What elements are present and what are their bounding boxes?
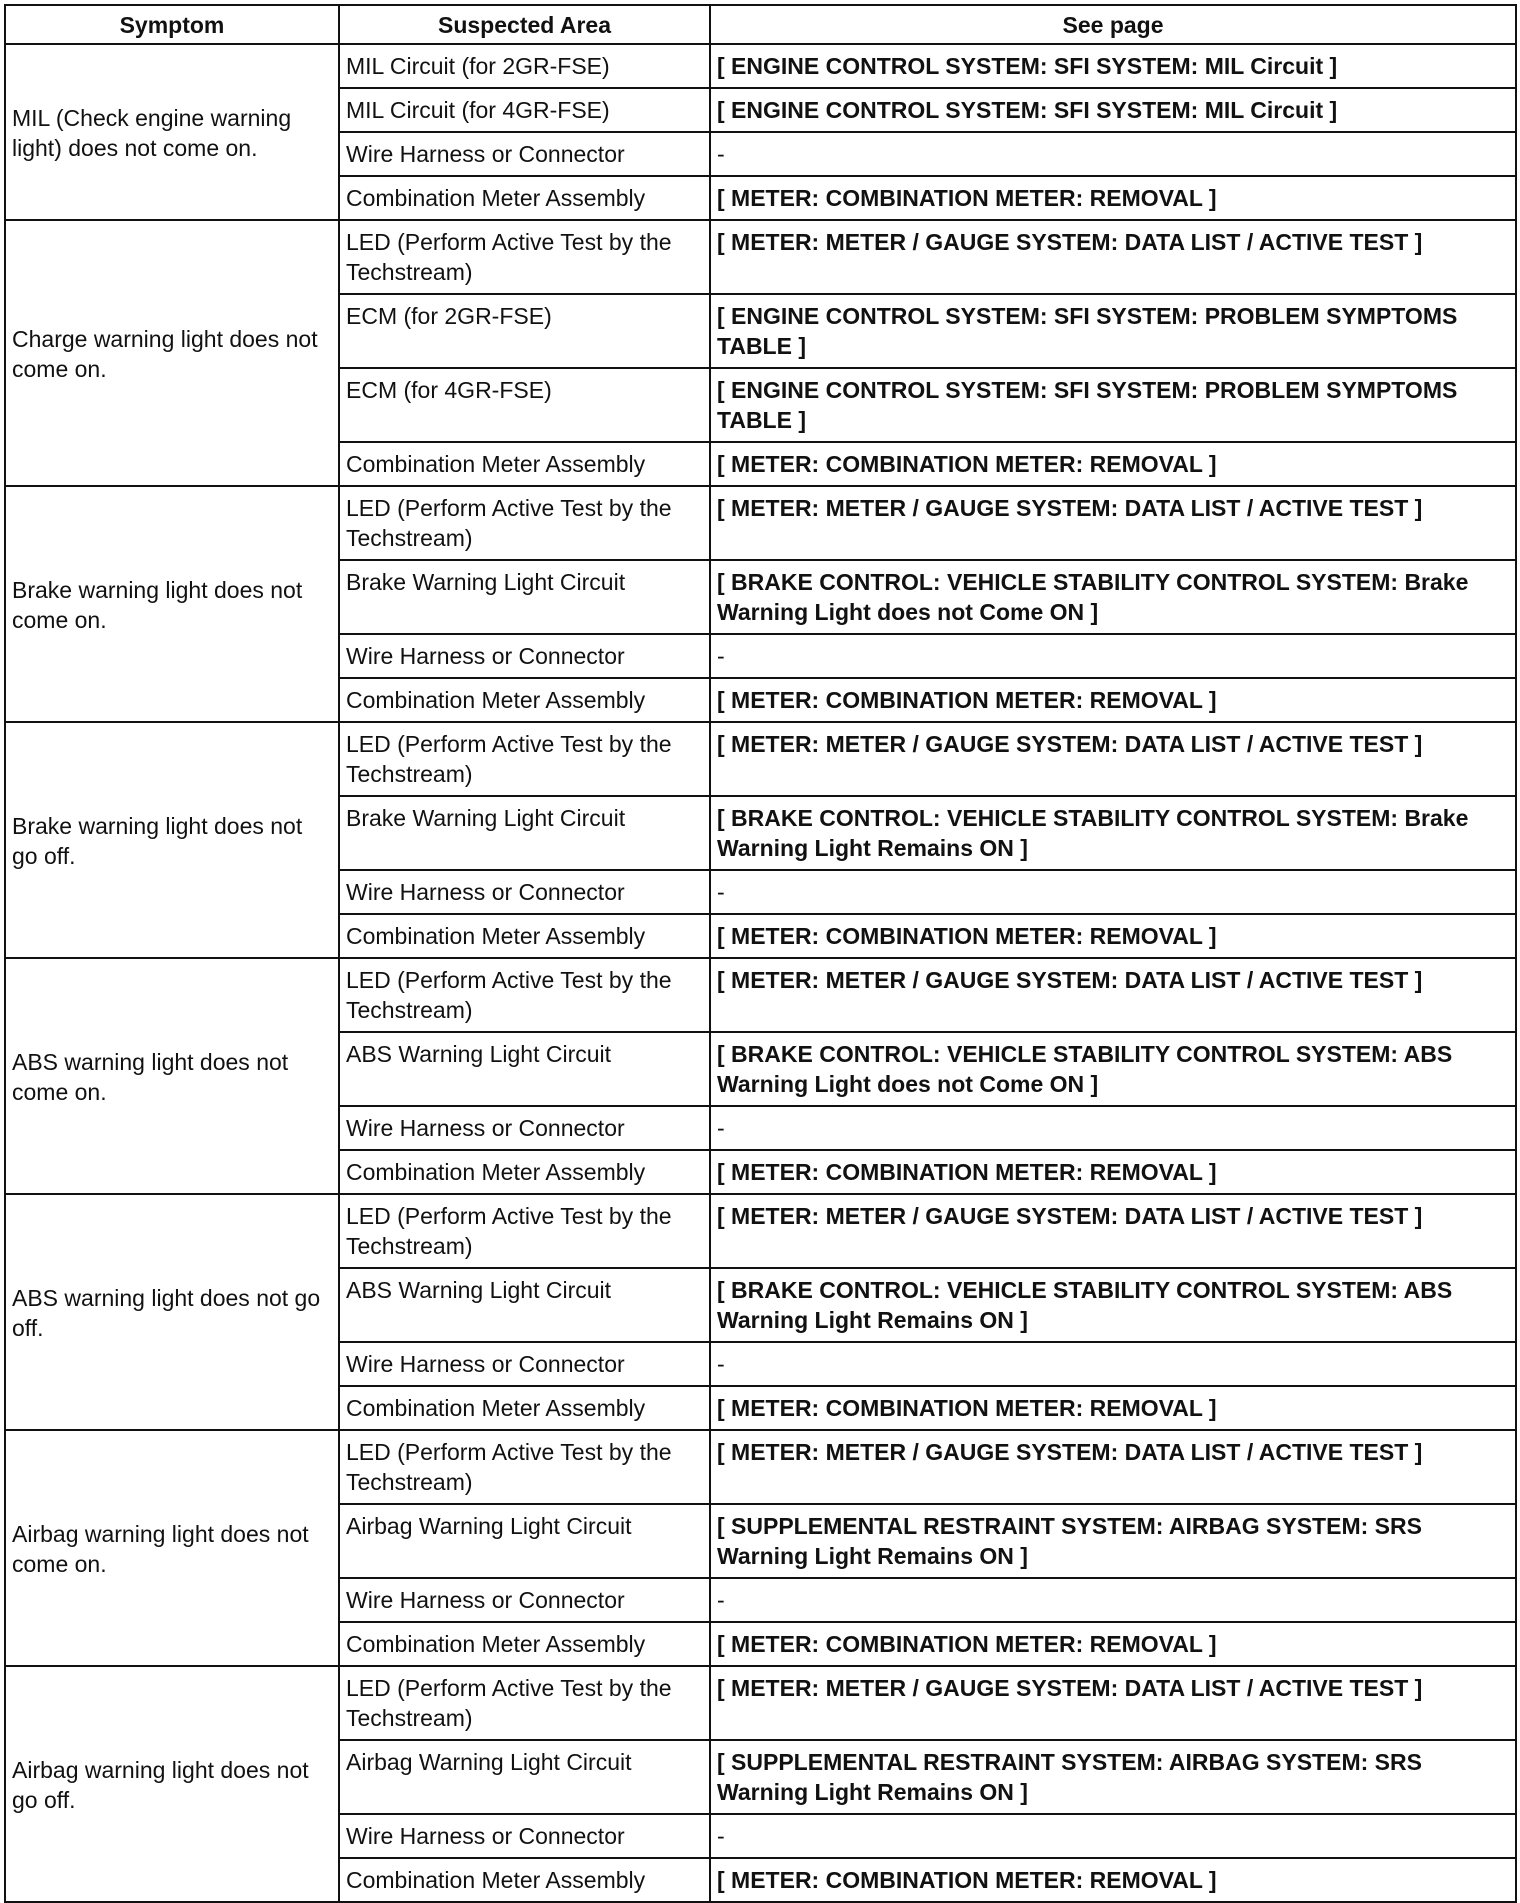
see-page-cell: [ METER: METER / GAUGE SYSTEM: DATA LIST / ACTIVE TEST ] (710, 486, 1516, 560)
see-page-cell: - (710, 634, 1516, 678)
table-row (5, 220, 1516, 294)
table-body (5, 44, 1516, 1902)
suspected-area-cell: ECM (for 4GR-FSE) (339, 368, 710, 442)
see-page-cell: [ METER: COMBINATION METER: REMOVAL ] (710, 1858, 1516, 1902)
table-row (5, 1430, 1516, 1504)
see-page-cell: [ METER: COMBINATION METER: REMOVAL ] (710, 1386, 1516, 1430)
suspected-area-cell: Wire Harness or Connector (339, 1814, 710, 1858)
suspected-area-cell: LED (Perform Active Test by the Techstream) (339, 722, 710, 796)
see-page-cell: [ METER: METER / GAUGE SYSTEM: DATA LIST / ACTIVE TEST ] (710, 958, 1516, 1032)
symptom-cell: Brake warning light does not come on. (5, 486, 339, 722)
suspected-area-cell: Combination Meter Assembly (339, 914, 710, 958)
table-row (5, 1666, 1516, 1740)
suspected-area-cell: ECM (for 2GR-FSE) (339, 294, 710, 368)
problem-symptoms-table (4, 4, 1517, 1903)
suspected-area-cell: LED (Perform Active Test by the Techstream) (339, 486, 710, 560)
suspected-area-cell: ABS Warning Light Circuit (339, 1032, 710, 1106)
see-page-cell: [ ENGINE CONTROL SYSTEM: SFI SYSTEM: MIL Circuit ] (710, 88, 1516, 132)
suspected-area-cell: Wire Harness or Connector (339, 132, 710, 176)
see-page-cell: [ METER: COMBINATION METER: REMOVAL ] (710, 914, 1516, 958)
symptom-cell: Charge warning light does not come on. (5, 220, 339, 486)
see-page-cell: [ BRAKE CONTROL: VEHICLE STABILITY CONTROL SYSTEM: Brake Warning Light does not Come ON ] (710, 560, 1516, 634)
suspected-area-cell: Wire Harness or Connector (339, 870, 710, 914)
suspected-area-cell: Wire Harness or Connector (339, 1342, 710, 1386)
see-page-cell: [ BRAKE CONTROL: VEHICLE STABILITY CONTROL SYSTEM: Brake Warning Light Remains ON ] (710, 796, 1516, 870)
suspected-area-cell: Brake Warning Light Circuit (339, 796, 710, 870)
see-page-cell: [ METER: METER / GAUGE SYSTEM: DATA LIST / ACTIVE TEST ] (710, 722, 1516, 796)
suspected-area-cell: LED (Perform Active Test by the Techstream) (339, 1430, 710, 1504)
see-page-cell: - (710, 1106, 1516, 1150)
symptom-cell: ABS warning light does not go off. (5, 1194, 339, 1430)
symptom-cell: ABS warning light does not come on. (5, 958, 339, 1194)
table-row (5, 44, 1516, 88)
suspected-area-cell: ABS Warning Light Circuit (339, 1268, 710, 1342)
see-page-cell: [ METER: COMBINATION METER: REMOVAL ] (710, 176, 1516, 220)
suspected-area-cell: MIL Circuit (for 4GR-FSE) (339, 88, 710, 132)
table-row (5, 1194, 1516, 1268)
suspected-area-cell: Combination Meter Assembly (339, 1150, 710, 1194)
see-page-cell: [ METER: COMBINATION METER: REMOVAL ] (710, 678, 1516, 722)
table-row (5, 486, 1516, 560)
see-page-cell: - (710, 870, 1516, 914)
suspected-area-cell: Airbag Warning Light Circuit (339, 1740, 710, 1814)
see-page-cell: [ ENGINE CONTROL SYSTEM: SFI SYSTEM: PROBLEM SYMPTOMS TABLE ] (710, 294, 1516, 368)
suspected-area-cell: LED (Perform Active Test by the Techstream) (339, 1666, 710, 1740)
suspected-area-cell: Combination Meter Assembly (339, 1858, 710, 1902)
symptom-cell: MIL (Check engine warning light) does not come on. (5, 44, 339, 220)
see-page-cell: [ METER: METER / GAUGE SYSTEM: DATA LIST / ACTIVE TEST ] (710, 220, 1516, 294)
table-header (5, 5, 1516, 44)
suspected-area-cell: LED (Perform Active Test by the Techstream) (339, 220, 710, 294)
header-suspected-area: Suspected Area (339, 5, 710, 44)
suspected-area-cell: Wire Harness or Connector (339, 634, 710, 678)
suspected-area-cell: Combination Meter Assembly (339, 1386, 710, 1430)
header-symptom: Symptom (5, 5, 339, 44)
table-row (5, 958, 1516, 1032)
suspected-area-cell: LED (Perform Active Test by the Techstream) (339, 958, 710, 1032)
see-page-cell: [ ENGINE CONTROL SYSTEM: SFI SYSTEM: MIL Circuit ] (710, 44, 1516, 88)
header-see-page: See page (710, 5, 1516, 44)
see-page-cell: - (710, 1342, 1516, 1386)
suspected-area-cell: Combination Meter Assembly (339, 678, 710, 722)
see-page-cell: [ BRAKE CONTROL: VEHICLE STABILITY CONTROL SYSTEM: ABS Warning Light Remains ON ] (710, 1268, 1516, 1342)
header-row (5, 5, 1516, 44)
see-page-cell: - (710, 1578, 1516, 1622)
symptom-cell: Airbag warning light does not come on. (5, 1430, 339, 1666)
suspected-area-cell: Airbag Warning Light Circuit (339, 1504, 710, 1578)
suspected-area-cell: MIL Circuit (for 2GR-FSE) (339, 44, 710, 88)
see-page-cell: [ METER: METER / GAUGE SYSTEM: DATA LIST / ACTIVE TEST ] (710, 1666, 1516, 1740)
suspected-area-cell: LED (Perform Active Test by the Techstream) (339, 1194, 710, 1268)
symptom-cell: Airbag warning light does not go off. (5, 1666, 339, 1902)
table-row (5, 722, 1516, 796)
see-page-cell: [ SUPPLEMENTAL RESTRAINT SYSTEM: AIRBAG SYSTEM: SRS Warning Light Remains ON ] (710, 1740, 1516, 1814)
suspected-area-cell: Wire Harness or Connector (339, 1106, 710, 1150)
symptom-cell: Brake warning light does not go off. (5, 722, 339, 958)
see-page-cell: [ METER: COMBINATION METER: REMOVAL ] (710, 1150, 1516, 1194)
see-page-cell: [ METER: METER / GAUGE SYSTEM: DATA LIST / ACTIVE TEST ] (710, 1194, 1516, 1268)
suspected-area-cell: Brake Warning Light Circuit (339, 560, 710, 634)
suspected-area-cell: Combination Meter Assembly (339, 176, 710, 220)
suspected-area-cell: Combination Meter Assembly (339, 442, 710, 486)
suspected-area-cell: Wire Harness or Connector (339, 1578, 710, 1622)
see-page-cell: - (710, 1814, 1516, 1858)
see-page-cell: [ METER: COMBINATION METER: REMOVAL ] (710, 442, 1516, 486)
see-page-cell: [ METER: METER / GAUGE SYSTEM: DATA LIST / ACTIVE TEST ] (710, 1430, 1516, 1504)
see-page-cell: [ SUPPLEMENTAL RESTRAINT SYSTEM: AIRBAG SYSTEM: SRS Warning Light Remains ON ] (710, 1504, 1516, 1578)
suspected-area-cell: Combination Meter Assembly (339, 1622, 710, 1666)
document-page (4, 4, 1515, 1903)
see-page-cell: [ ENGINE CONTROL SYSTEM: SFI SYSTEM: PROBLEM SYMPTOMS TABLE ] (710, 368, 1516, 442)
see-page-cell: - (710, 132, 1516, 176)
see-page-cell: [ BRAKE CONTROL: VEHICLE STABILITY CONTROL SYSTEM: ABS Warning Light does not Come ON ] (710, 1032, 1516, 1106)
see-page-cell: [ METER: COMBINATION METER: REMOVAL ] (710, 1622, 1516, 1666)
